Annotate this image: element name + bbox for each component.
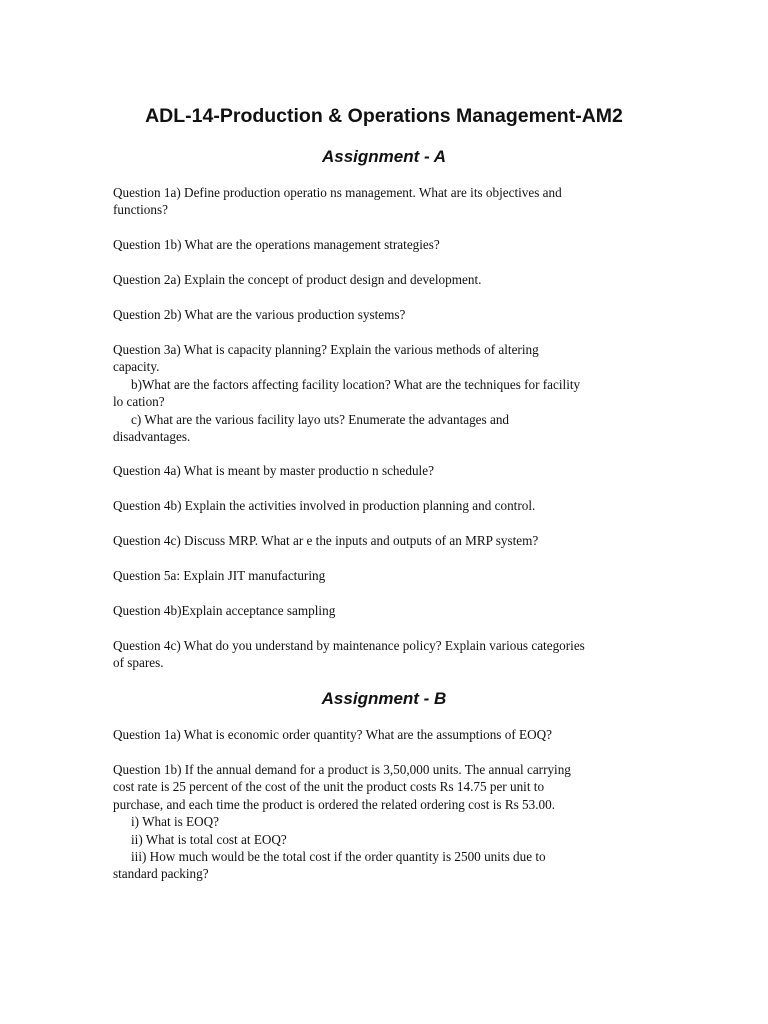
question-4b-acceptance (113, 602, 668, 619)
question-line: Question 4c) Discuss MRP. What ar e the inputs and outputs of an MRP system? (113, 533, 539, 548)
question-1a (113, 184, 668, 219)
question-4c (113, 532, 668, 549)
question-subpart-3c: c) What are the various facility layo uts? Enumerate the advantages and (131, 411, 510, 427)
question-line: cost rate is 25 percent of the cost of the unit the product costs Rs 14.75 per unit to (113, 779, 545, 795)
question-3 (113, 341, 668, 445)
question-1b (113, 236, 668, 253)
question-2a (113, 271, 668, 288)
question-line: Question 3a) What is capacity planning? Explain the various methods of altering (113, 342, 539, 357)
question-4a (113, 462, 668, 479)
question-4c-maintenance (113, 637, 668, 672)
question-line: Question 4a) What is meant by master productio n schedule? (113, 463, 434, 478)
question-line: lo cation? (113, 394, 165, 410)
question-line: Question 1a) Define production operatio ns management. What are its objectives and (113, 185, 562, 200)
question-subpart-3b: b)What are the factors affecting facility location? What are the techniques for facility (131, 376, 581, 392)
question-subpart-i: i) What is EOQ? (131, 814, 220, 830)
question-line: Question 4b)Explain acceptance sampling (113, 603, 336, 618)
question-5a (113, 567, 668, 584)
question-line: Question 4b) Explain the activities involved in production planning and control. (113, 498, 536, 513)
question-line: Question 1b) What are the operations management strategies? (113, 237, 440, 252)
question-line: Question 2b) What are the various production systems? (113, 307, 406, 322)
question-line: Question 1a) What is economic order quantity? What are the assumptions of EOQ? (113, 727, 552, 742)
question-line: Question 2a) Explain the concept of product design and development. (113, 272, 482, 287)
assignment-a-heading: Assignment - A (321, 147, 447, 166)
question-4b (113, 497, 668, 514)
question-line: disadvantages. (113, 429, 191, 445)
question-line: functions? (113, 202, 168, 218)
question-b-1b (113, 761, 668, 883)
question-line: Question 5a: Explain JIT manufacturing (113, 568, 326, 583)
question-2b (113, 306, 668, 323)
document-title: ADL-14-Production & Operations Management-AM2 (145, 105, 623, 127)
question-line: of spares. (113, 655, 164, 671)
question-line: standard packing? (113, 866, 209, 882)
question-subpart-iii: iii) How much would be the total cost if the order quantity is 2500 units due to (131, 849, 546, 865)
question-b-1a (113, 726, 668, 743)
question-line: capacity. (113, 359, 160, 375)
question-subpart-ii: ii) What is total cost at EOQ? (131, 831, 287, 847)
question-line: purchase, and each time the product is ordered the related ordering cost is Rs 53.00. (113, 796, 556, 812)
question-line: Question 4c) What do you understand by maintenance policy? Explain various categories (113, 638, 585, 653)
assignment-b-heading: Assignment - B (321, 689, 447, 708)
question-line: Question 1b) If the annual demand for a product is 3,50,000 units. The annual carrying (113, 762, 571, 777)
